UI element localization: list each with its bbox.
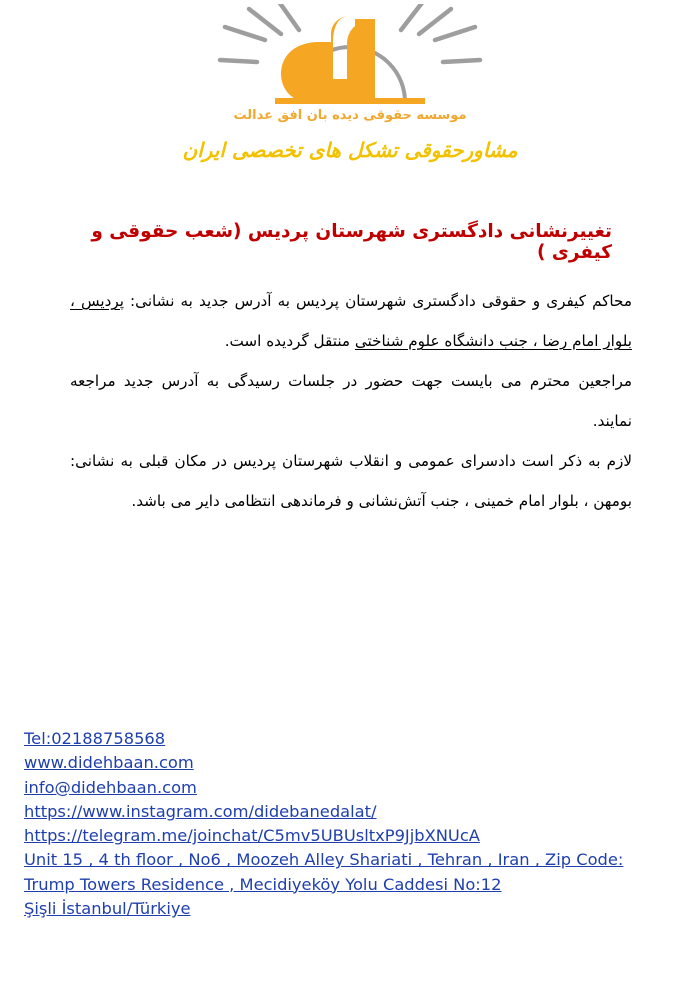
phone-link[interactable]: Tel:02188758568 — [24, 729, 166, 748]
address-line-1[interactable]: Unit 15 , 4 th floor , No6 , Moozeh Alley Shariati , Tehran , Iran , Zip Code: — [24, 850, 624, 870]
paragraph-new-address — [70, 281, 632, 361]
notice-title: تغییرنشانی دادگستری شهرستان پردیس (شعب حقوقی و کیفری ) — [91, 221, 612, 263]
new-address-tail: منتقل گردیده است. — [224, 332, 355, 350]
address-line-3[interactable]: Şişli İstanbul/Türkiye — [24, 899, 191, 919]
paragraph-prosecutor-office: لازم به ذکر است دادسرای عمومی و انقلاب شهرستان پردیس در مکان قبلی به نشانی: بومهن ، بلوار امام خمینی ، جنب آتش‌نشانی و فرماندهی انتظامی دایر می باشد. — [70, 452, 632, 510]
contact-block — [24, 727, 664, 921]
new-address-lead: محاکم کیفری و حقوقی دادگستری شهرستان پردیس به آدرس جدید به نشانی: — [130, 292, 632, 310]
new-address-underlined: پردیس ، بلوار امام رضا ، جنب دانشگاه علوم شناختی — [70, 292, 632, 350]
instagram-link[interactable]: https://www.instagram.com/didebanedalat/ — [24, 801, 377, 821]
rising-sun-d-logo-icon — [215, 4, 485, 114]
organization-name: موسسه حقوقی دیده بان افق عدالت — [233, 108, 467, 123]
notice-body — [70, 281, 632, 521]
website-link[interactable]: www.didehbaan.com — [24, 753, 194, 773]
paragraph-attendance: مراجعین محترم می بایست جهت حضور در جلسات رسیدگی به آدرس جدید مراجعه نمایند. — [70, 372, 632, 430]
address-line-2[interactable]: Trump Towers Residence , Mecidiyeköy Yolu Caddesi No:12 — [24, 874, 502, 894]
email-link[interactable]: info@didehbaan.com — [24, 777, 197, 797]
telegram-link[interactable]: https://telegram.me/joinchat/C5mv5UBUsltxP9JjbXNUcA — [24, 826, 480, 846]
organization-tagline: مشاورحقوقی تشکل های تخصصی ایران — [182, 138, 518, 162]
